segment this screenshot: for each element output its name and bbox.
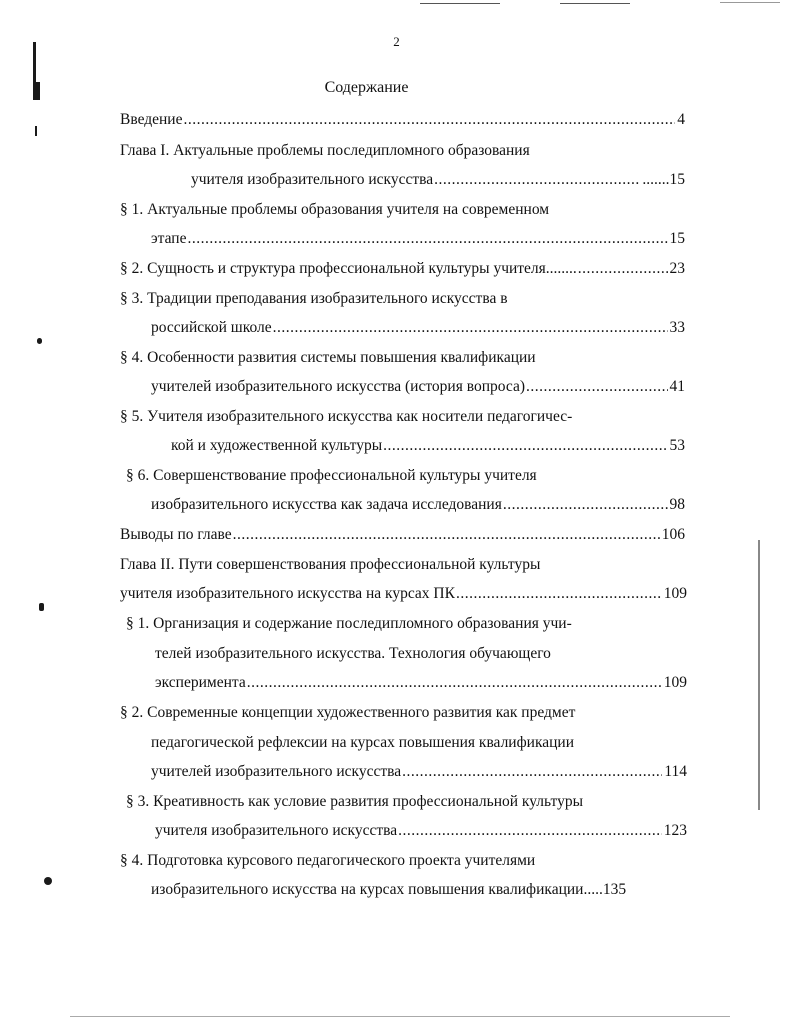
toc-entry: [126, 614, 572, 634]
scan-artifact-dot: [44, 877, 52, 885]
toc-entry: [120, 141, 530, 161]
toc-entry-text: Выводы по главе: [120, 526, 232, 543]
toc-entry-page: 4: [677, 111, 685, 128]
toc-entry-text: § 3. Креативность как условие развития профессиональной культуры: [126, 793, 583, 810]
toc-entry-text: телей изобразительного искусства. Технология обучающего: [155, 645, 551, 662]
toc-entry-page: 106: [661, 526, 685, 543]
leader-dots: [383, 436, 667, 456]
toc-entry-text: педагогической рефлексии на курсах повышения квалификации: [151, 734, 575, 751]
toc-entry: [151, 762, 687, 782]
toc-entry: [126, 792, 583, 812]
scan-artifact-right-edge: [758, 540, 760, 810]
toc-entry-page: 114: [664, 763, 687, 780]
toc-entry-text: Введение: [120, 111, 183, 128]
scan-artifact-dot: [35, 126, 37, 136]
toc-entry-text: Глава I. Актуальные проблемы последипломного образования: [120, 142, 530, 159]
toc-entry-text: кой и художественной культуры: [171, 437, 383, 454]
toc-entry-text: § 2. Сущность и структура профессиональной культуры учителя........: [120, 260, 577, 277]
leader-dots: [233, 525, 660, 545]
toc-entry-text: § 5. Учителя изобразительного искусства как носители педагогичес-: [120, 408, 573, 425]
toc-entry-text: эксперимента: [155, 674, 246, 691]
scan-artifact-dot: [39, 603, 44, 611]
toc-entry-page: 109: [663, 585, 687, 602]
toc-title: Содержание: [324, 79, 409, 96]
toc-entry: [151, 318, 685, 338]
toc-entry-text: учителя изобразительного искусства на курсах ПК: [120, 585, 455, 602]
leader-dots: [434, 170, 640, 190]
toc-entry-text: российской школе: [151, 319, 272, 336]
toc-entry-page: 109: [663, 674, 687, 691]
toc-entry-page: 15: [669, 230, 685, 247]
toc-entry: [171, 436, 685, 456]
leader-dots: [247, 673, 662, 693]
toc-entry-text: § 6. Совершенствование профессиональной культуры учителя: [126, 467, 537, 484]
toc-entry-page: 33: [669, 319, 685, 336]
toc-entry-text: учителя изобразительного искусства: [191, 171, 434, 188]
toc-entry-text: учителя изобразительного искусства: [155, 822, 398, 839]
toc-entry: [191, 170, 685, 190]
toc-entry-page: 23: [669, 260, 685, 277]
toc-entry-text: Глава II. Пути совершенствования профессиональной культуры: [120, 556, 541, 573]
toc-entry: [120, 851, 535, 871]
leader-dots: [503, 495, 668, 515]
leader-dots: [183, 110, 675, 130]
toc-entry: [120, 200, 549, 220]
toc-entry-text: § 3. Традиции преподавания изобразительного искусства в: [120, 290, 508, 307]
toc-entry: [155, 673, 687, 693]
toc-entry-text: изобразительного искусства на курсах повышения квалификации: [151, 881, 584, 898]
toc-entry-text: учителей изобразительного искусства (история вопроса): [151, 378, 525, 395]
leader-dots: [578, 259, 668, 279]
toc-entry: [120, 348, 536, 368]
toc-entry-text: § 4. Особенности развития системы повышения квалификации: [120, 349, 536, 366]
toc-entry: [151, 733, 574, 753]
toc-entry: [151, 880, 626, 900]
toc-entry: [120, 289, 508, 309]
leader-dots: [526, 377, 668, 397]
toc-entry: [151, 377, 685, 397]
toc-entry-text: этапе: [151, 230, 187, 247]
scan-artifact-dot: [37, 338, 42, 344]
toc-entry: [120, 703, 575, 723]
toc-entry: [155, 821, 687, 841]
toc-entry-page: .......15: [642, 171, 685, 188]
toc-entry-page: 41: [669, 378, 685, 395]
leader-dots: [273, 318, 668, 338]
toc-entry-text: § 1. Актуальные проблемы образования учителя на современном: [120, 201, 550, 218]
toc-entry: [151, 229, 685, 249]
toc-entry-page: 98: [669, 496, 685, 513]
scan-artifact-top-rule: [720, 2, 780, 3]
toc-entry-page: 53: [669, 437, 685, 454]
toc-entry: [155, 644, 551, 664]
scan-artifact-binding-mark: [36, 82, 40, 100]
toc-entry: [126, 466, 537, 486]
toc-entry: [120, 259, 685, 279]
toc-entry-text: § 2. Современные концепции художественного развития как предмет: [120, 704, 576, 721]
page-number: 2: [393, 34, 400, 49]
toc-entry: [120, 555, 540, 575]
toc-entry-page: .....135: [583, 881, 627, 898]
toc-entry: [120, 407, 572, 427]
toc-entry: [151, 495, 685, 515]
scan-artifact-top-rule: [560, 3, 630, 4]
toc-entry: [120, 525, 685, 545]
leader-dots: [398, 821, 662, 841]
toc-entry-text: учителей изобразительного искусства: [151, 763, 402, 780]
scan-artifact-top-rule: [420, 3, 500, 4]
leader-dots: [187, 229, 667, 249]
leader-dots: [402, 762, 662, 782]
toc-entry-text: § 4. Подготовка курсового педагогического проекта учителями: [120, 852, 536, 869]
leader-dots: [456, 584, 662, 604]
toc-entry-page: 123: [663, 822, 687, 839]
toc-entry: [120, 584, 687, 604]
scan-artifact-bottom-rule: [70, 1016, 730, 1017]
toc-entry-text: изобразительного искусства как задача исследования: [151, 496, 502, 513]
toc-entry-text: § 1. Организация и содержание последипломного образования учи-: [126, 615, 572, 632]
toc-entry: [120, 110, 685, 130]
